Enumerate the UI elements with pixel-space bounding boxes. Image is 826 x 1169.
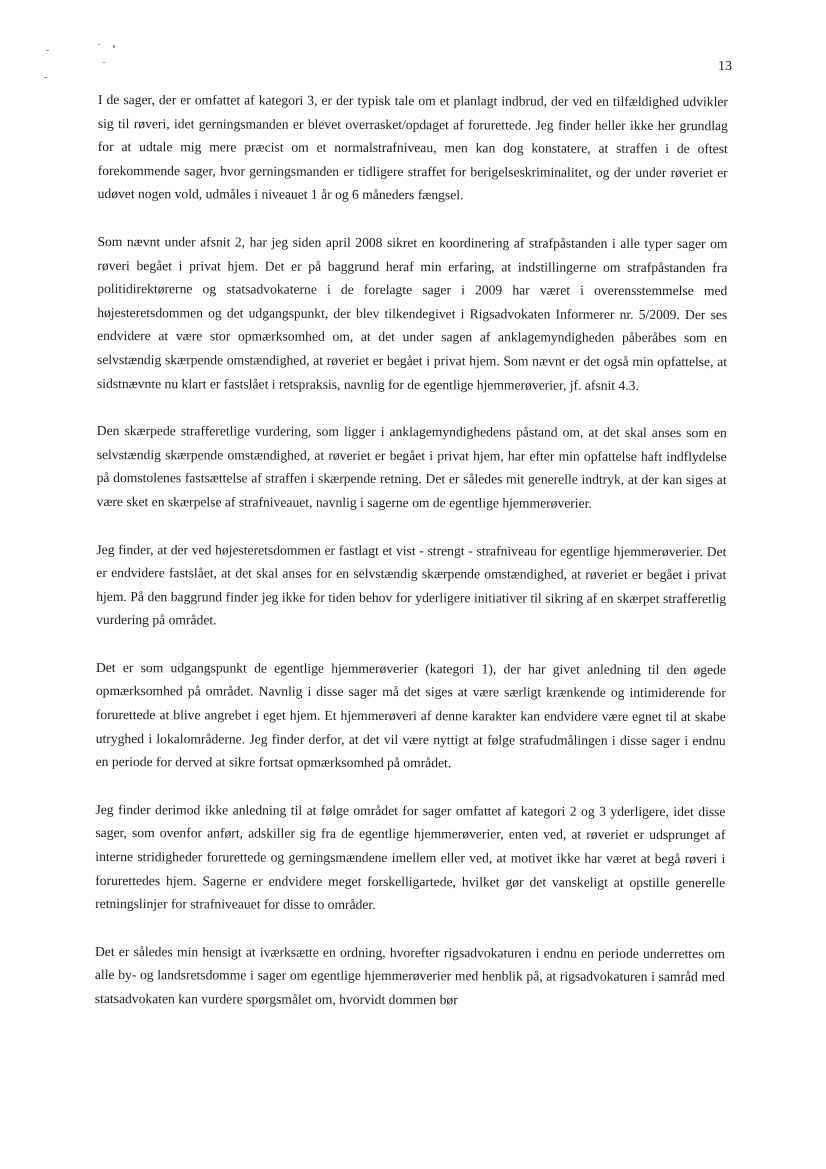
body-text (95, 88, 728, 1013)
scan-speck (103, 62, 105, 63)
scan-speck (113, 45, 115, 48)
scan-speck (46, 50, 49, 51)
page-number: 13 (718, 59, 732, 74)
paragraph-coordination-since-2008: Som nævnt under afsnit 2, har jeg siden april 2008 sikret en koordinering af strafpåstanden i alle typer sager om røveri begået i privat hjem. Det er på baggrund heraf min erfaring, at indstillingerne om strafpåstanden fra politidirektørerne og statsadvokaterne i de forelagte sager i 2009 har været i overensstemmelse med højesteretsdommen og det udgangspunkt, der blev tilkendegivet i Rigsadvokaten Informerer nr. 5/2009. Der ses endvidere at være stor opmærksomhed om, at det under sagen af anklagemyndigheden påberåbes som en selvstændig skærpende omstændighed, at røveriet er begået i privat hjem. Som nævnt er det også min opfattelse, at sidstnævnte nu klart er fastslået i retspraksis, navnlig for de egentlige hjemmerøverier, jf. afsnit 4.3. (96, 233, 728, 393)
scan-speck (44, 77, 47, 78)
paragraph-category-1-attention: Det er som udgangspunkt de egentlige hjemmerøverier (kategori 1), der har givet anledning til den øgede opmærksomhed på området. Navnlig i disse sager må det siges at være særligt krænkende og intimiderende for forurettede at blive angrebet i eget hjem. Et hjemmerøveri af denne karakter kan endvidere være egnet til at skabe utryghed i lokalområderne. Jeg finder derfor, at det vil være nyttigt at følge strafudmålingen i disse sager i endnu en periode for derved at sikre fortsat opmærksomhed på området. (95, 659, 726, 771)
scan-speck (98, 44, 100, 45)
paragraph-stricter-assessment: Den skærpede strafferetlige vurdering, som ligger i anklagemyndighedens påstand om, at det skal anses som en selvstændig skærpende omstændighed, at røveriet er begået i privat hjem, har efter min opfattelse haft indflydelse på domstolenes fastsættelse af straffen i skærpende retning. Det er således mit generelle indtryk, at der kan siges at være sket en skærpelse af strafniveauet, navnlig i sagerne om de egentlige hjemmerøverier. (96, 423, 727, 511)
paragraph-categories-2-and-3: Jeg finder derimod ikke anledning til at følge området for sager omfattet af kategori 2 og 3 yderligere, idet disse sager, som ovenfor anført, adskiller sig fra de egentlige hjemmerøverier, enten ved, at røveriet er udsprunget af interne stridigheder forurettede og gerningsmændene imellem eller ved, at motivet ikke har været at begå røveri i forurettedes hjem. Sagerne er endvidere meget forskelligartede, hvilket gør det vanskeligt at opstille generelle retningslinjer for strafniveauet for disse to områder. (95, 801, 726, 913)
paragraph-category-3-sentencing: I de sager, der er omfattet af kategori 3, er der typisk tale om et planlagt indbrud, der ved en tilfældighed udvikler sig til røveri, idet gerningsmanden er blevet overrasket/opdaget af forurettede. Jeg finder heller ikke her grundlag for at udtale mig mere præcist om et normalstrafniveau, men kan dog konstatere, at straffen i de oftest forekommende sager, hvor gerningsmanden er tidligere straffet for berigelseskriminalitet, og der under røveriet er udøvet nogen vold, udmåles i niveauet 1 år og 6 måneders fængsel. (97, 91, 728, 203)
paragraph-supreme-court-level: Jeg finder, at der ved højesteretsdommen er fastlagt et vist - strengt - strafniveau for egentlige hjemmerøverier. Det er endvidere fastslået, at det skal anses for en selvstændig skærpende omstændighed, at røveriet er begået i privat hjem. På den baggrund finder jeg ikke for tiden behov for yderligere initiativer til sikring af en skærpet strafferetlig vurdering på området. (96, 541, 727, 628)
paragraph-intended-arrangement: Det er således min hensigt at iværksætte en ordning, hvorefter rigsadvokaturen i endnu en periode underrettes om alle by- og landsretsdomme i sager om egentlige hjemmerøverier med henblik på, at rigsadvokaturen i samråd med statsadvokaten kan vurdere spørgsmålet om, hvorvidt dommen bør (94, 943, 726, 1008)
